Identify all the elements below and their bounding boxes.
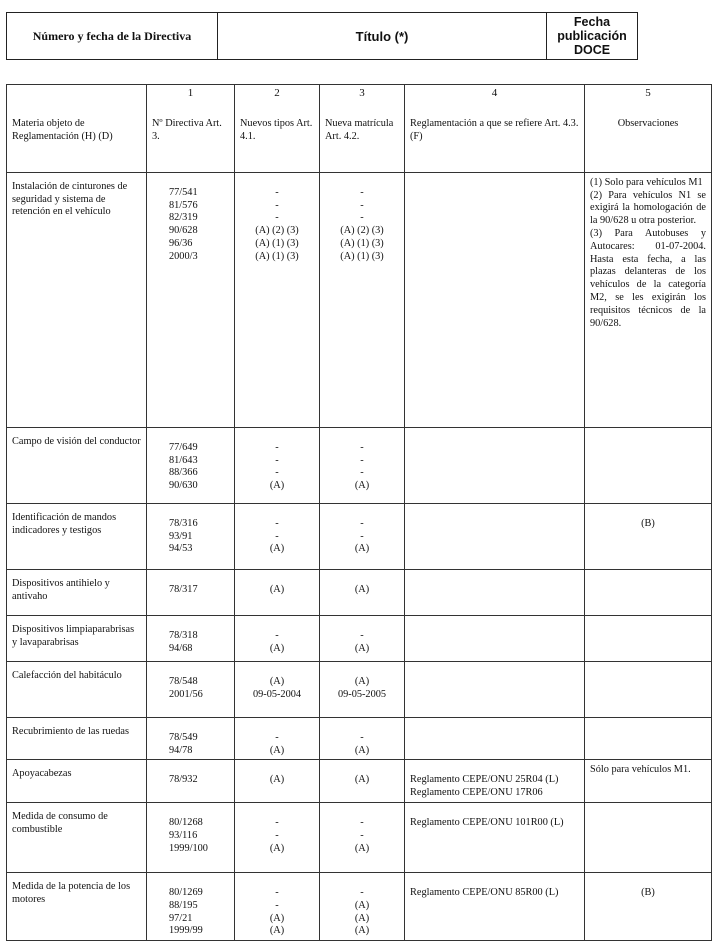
cell-value: 2000/3 bbox=[169, 250, 198, 262]
cell-materia bbox=[7, 760, 147, 803]
cell-value: (A) (1) (3) bbox=[255, 250, 299, 262]
document-header bbox=[6, 12, 638, 60]
cell-observaciones bbox=[585, 661, 712, 717]
observation-text: Sólo para vehículos M1. bbox=[590, 764, 691, 776]
materia-text: Dispositivos limpiaparabrisas y lavaparabrisas bbox=[12, 623, 135, 648]
cell-directiva bbox=[147, 615, 235, 661]
cell-value: - bbox=[275, 517, 279, 529]
cell-nuevos bbox=[235, 569, 320, 615]
cell-value: 88/366 bbox=[169, 467, 198, 479]
col-number: 3 bbox=[320, 85, 405, 102]
cell-value: - bbox=[275, 467, 279, 479]
cell-directiva bbox=[147, 427, 235, 503]
column-header-row bbox=[7, 102, 712, 173]
cell-matricula bbox=[320, 661, 405, 717]
cell-value: - bbox=[360, 629, 364, 641]
cell-reglamentacion bbox=[405, 717, 585, 760]
cell-matricula bbox=[320, 872, 405, 940]
cell-reglamentacion bbox=[405, 661, 585, 717]
cell-directiva bbox=[147, 661, 235, 717]
table-row bbox=[7, 872, 712, 940]
cell-value: - bbox=[275, 186, 279, 198]
cell-value: 78/548 bbox=[169, 675, 198, 687]
observation-text: (1) Solo para vehículos M1 bbox=[590, 176, 703, 188]
cell-value: 94/78 bbox=[169, 744, 193, 756]
cell-value: - bbox=[275, 212, 279, 224]
cell-observaciones bbox=[585, 569, 712, 615]
cell-value: 78/932 bbox=[169, 774, 198, 786]
cell-observaciones bbox=[585, 802, 712, 872]
table-row bbox=[7, 661, 712, 717]
cell-value: 80/1269 bbox=[169, 886, 203, 898]
materia-text: Dispositivos antihielo y antivaho bbox=[12, 577, 110, 602]
cell-value: (A) bbox=[269, 744, 285, 756]
materia-text: Medida de la potencia de los motores bbox=[12, 880, 131, 905]
cell-observaciones bbox=[585, 427, 712, 503]
cell-value: 09-05-2005 bbox=[337, 688, 387, 700]
table-row bbox=[7, 503, 712, 569]
observation-text: (B) bbox=[641, 517, 655, 529]
cell-matricula bbox=[320, 717, 405, 760]
cell-value: 94/53 bbox=[169, 543, 193, 555]
cell-value: (A) bbox=[269, 675, 285, 687]
cell-value: 1999/100 bbox=[169, 842, 208, 854]
cell-value: (A) bbox=[354, 744, 370, 756]
cell-value: (A) bbox=[269, 774, 285, 786]
cell-value: - bbox=[275, 886, 279, 898]
cell-matricula bbox=[320, 802, 405, 872]
cell-value: 2001/56 bbox=[169, 688, 203, 700]
col-number: 5 bbox=[585, 85, 712, 102]
cell-value: (A) bbox=[354, 583, 370, 595]
cell-nuevos bbox=[235, 427, 320, 503]
cell-value: (A) bbox=[269, 912, 285, 924]
cell-value: 78/316 bbox=[169, 517, 198, 529]
cell-materia bbox=[7, 872, 147, 940]
cell-value: (A) bbox=[354, 675, 370, 687]
cell-materia bbox=[7, 569, 147, 615]
cell-value: - bbox=[360, 886, 364, 898]
regulation-table bbox=[6, 84, 712, 941]
cell-materia bbox=[7, 503, 147, 569]
cell-observaciones bbox=[585, 872, 712, 940]
header-directive-number: Número y fecha de la Directiva bbox=[7, 13, 218, 59]
cell-reglamentacion bbox=[405, 802, 585, 872]
header-publication-date: Fecha publicación DOCE bbox=[557, 15, 627, 57]
cell-observaciones bbox=[585, 172, 712, 427]
cell-nuevos bbox=[235, 661, 320, 717]
materia-text: Apoyacabezas bbox=[12, 768, 72, 780]
cell-value: 93/116 bbox=[169, 829, 198, 841]
cell-value: 90/628 bbox=[169, 225, 198, 237]
cell-value: (A) (1) (3) bbox=[340, 237, 384, 249]
cell-materia bbox=[7, 427, 147, 503]
materia-text: Identificación de mandos indicadores y testigos bbox=[12, 511, 117, 536]
observation-text: (3) Para Autobuses y Autocares: 01-07-2004. Hasta esta fecha, a las plazas delanteras de los vehículos de la categoría M2, se les exigirán los requisitos técnicos de la 90/628. bbox=[590, 227, 706, 329]
table-row bbox=[7, 427, 712, 503]
cell-matricula bbox=[320, 427, 405, 503]
cell-value: - bbox=[360, 199, 364, 211]
cell-value: - bbox=[360, 467, 364, 479]
cell-value: - bbox=[275, 816, 279, 828]
cell-matricula bbox=[320, 615, 405, 661]
observation-text: (2) Para vehículos N1 se exigirá la homologación de la 90/628 u otra posterior. bbox=[590, 189, 706, 227]
cell-value: (A) bbox=[354, 912, 370, 924]
col-number: 4 bbox=[405, 85, 585, 102]
table-row bbox=[7, 760, 712, 803]
cell-observaciones bbox=[585, 615, 712, 661]
col-header-directiva: Nº Directiva Art. 3. bbox=[147, 102, 235, 173]
cell-reglamentacion bbox=[405, 760, 585, 803]
cell-value: (A) bbox=[354, 925, 370, 937]
cell-value: - bbox=[275, 829, 279, 841]
materia-text: Calefacción del habitáculo bbox=[12, 669, 122, 681]
cell-nuevos bbox=[235, 503, 320, 569]
cell-value: - bbox=[275, 899, 279, 911]
cell-observaciones bbox=[585, 503, 712, 569]
cell-value: Reglamento CEPE/ONU 101R00 (L) bbox=[410, 816, 564, 828]
cell-value: - bbox=[275, 629, 279, 641]
cell-value: (A) bbox=[354, 543, 370, 555]
cell-value: - bbox=[360, 517, 364, 529]
cell-nuevos bbox=[235, 872, 320, 940]
cell-value: - bbox=[360, 212, 364, 224]
cell-matricula bbox=[320, 569, 405, 615]
cell-materia bbox=[7, 802, 147, 872]
cell-value: (A) (1) (3) bbox=[255, 237, 299, 249]
materia-text: Instalación de cinturones de seguridad y sistema de retención en el vehículo bbox=[12, 180, 128, 218]
materia-text: Campo de visión del conductor bbox=[12, 435, 141, 447]
cell-value: 94/68 bbox=[169, 642, 193, 654]
cell-value: - bbox=[360, 731, 364, 743]
table-row bbox=[7, 569, 712, 615]
cell-value: - bbox=[360, 454, 364, 466]
cell-value: 88/195 bbox=[169, 899, 198, 911]
cell-value: (A) bbox=[269, 543, 285, 555]
cell-directiva bbox=[147, 172, 235, 427]
cell-reglamentacion bbox=[405, 503, 585, 569]
cell-observaciones bbox=[585, 760, 712, 803]
cell-reglamentacion bbox=[405, 569, 585, 615]
observation-text: (B) bbox=[641, 886, 655, 898]
cell-directiva bbox=[147, 872, 235, 940]
cell-reglamentacion bbox=[405, 172, 585, 427]
cell-value: 90/630 bbox=[169, 480, 198, 492]
cell-directiva bbox=[147, 503, 235, 569]
cell-value: (A) bbox=[354, 899, 370, 911]
cell-value: 93/91 bbox=[169, 530, 193, 542]
cell-reglamentacion bbox=[405, 615, 585, 661]
cell-value: 81/643 bbox=[169, 454, 198, 466]
cell-value: Reglamento CEPE/ONU 85R00 (L) bbox=[410, 886, 559, 898]
cell-matricula bbox=[320, 503, 405, 569]
cell-value: (A) bbox=[354, 842, 370, 854]
cell-value: 96/36 bbox=[169, 237, 193, 249]
cell-value: (A) bbox=[354, 642, 370, 654]
cell-directiva bbox=[147, 760, 235, 803]
table-row bbox=[7, 802, 712, 872]
col-header-materia: Materia objeto de Reglamentación (H) (D) bbox=[7, 102, 147, 173]
cell-value: - bbox=[360, 530, 364, 542]
cell-directiva bbox=[147, 569, 235, 615]
cell-value: (A) bbox=[269, 925, 285, 937]
col-header-nuevos: Nuevos tipos Art. 4.1. bbox=[235, 102, 320, 173]
col-header-reglamentacion: Reglamentación a que se refiere Art. 4.3. (F) bbox=[405, 102, 585, 173]
cell-reglamentacion bbox=[405, 872, 585, 940]
cell-value: 78/317 bbox=[169, 583, 198, 595]
cell-materia bbox=[7, 615, 147, 661]
cell-value: 77/541 bbox=[169, 186, 198, 198]
cell-reglamentacion bbox=[405, 427, 585, 503]
cell-value: (A) bbox=[269, 480, 285, 492]
cell-value: - bbox=[360, 441, 364, 453]
cell-value: 09-05-2004 bbox=[252, 688, 302, 700]
cell-value: (A) bbox=[269, 583, 285, 595]
cell-nuevos bbox=[235, 760, 320, 803]
cell-value: 97/21 bbox=[169, 912, 193, 924]
materia-text: Recubrimiento de las ruedas bbox=[12, 725, 129, 737]
cell-value: 78/549 bbox=[169, 731, 198, 743]
cell-value: (A) bbox=[354, 480, 370, 492]
header-title: Título (*) bbox=[218, 13, 547, 59]
cell-value: 80/1268 bbox=[169, 816, 203, 828]
col-number: 2 bbox=[235, 85, 320, 102]
cell-materia bbox=[7, 717, 147, 760]
cell-value: - bbox=[275, 454, 279, 466]
table-row bbox=[7, 615, 712, 661]
col-header-observaciones: Observaciones bbox=[585, 102, 712, 173]
cell-nuevos bbox=[235, 802, 320, 872]
cell-value: (A) (1) (3) bbox=[340, 250, 384, 262]
cell-value: (A) bbox=[269, 842, 285, 854]
cell-value: (A) (2) (3) bbox=[255, 225, 299, 237]
cell-value: (A) (2) (3) bbox=[340, 225, 384, 237]
cell-value: - bbox=[275, 199, 279, 211]
cell-value: - bbox=[360, 186, 364, 198]
cell-value: - bbox=[275, 441, 279, 453]
cell-value: Reglamento CEPE/ONU 25R04 (L) bbox=[410, 774, 559, 786]
cell-value: - bbox=[360, 816, 364, 828]
cell-value: 1999/99 bbox=[169, 925, 203, 937]
cell-value: 77/649 bbox=[169, 441, 198, 453]
table-row bbox=[7, 172, 712, 427]
cell-nuevos bbox=[235, 717, 320, 760]
cell-directiva bbox=[147, 717, 235, 760]
table-row bbox=[7, 717, 712, 760]
column-number-row bbox=[7, 85, 712, 102]
cell-value: 78/318 bbox=[169, 629, 198, 641]
materia-text: Medida de consumo de combustible bbox=[12, 810, 108, 835]
cell-observaciones bbox=[585, 717, 712, 760]
cell-nuevos bbox=[235, 172, 320, 427]
cell-value: - bbox=[275, 530, 279, 542]
cell-materia bbox=[7, 661, 147, 717]
cell-matricula bbox=[320, 172, 405, 427]
col-header-matricula: Nueva matrícula Art. 4.2. bbox=[320, 102, 405, 173]
cell-matricula bbox=[320, 760, 405, 803]
cell-value: - bbox=[360, 829, 364, 841]
cell-value: (A) bbox=[269, 642, 285, 654]
cell-value: 82/319 bbox=[169, 212, 198, 224]
cell-directiva bbox=[147, 802, 235, 872]
cell-value: Reglamento CEPE/ONU 17R06 bbox=[410, 787, 543, 799]
col-number: 1 bbox=[147, 85, 235, 102]
cell-materia bbox=[7, 172, 147, 427]
cell-value: - bbox=[275, 731, 279, 743]
cell-nuevos bbox=[235, 615, 320, 661]
cell-value: 81/576 bbox=[169, 199, 198, 211]
cell-value: (A) bbox=[354, 774, 370, 786]
